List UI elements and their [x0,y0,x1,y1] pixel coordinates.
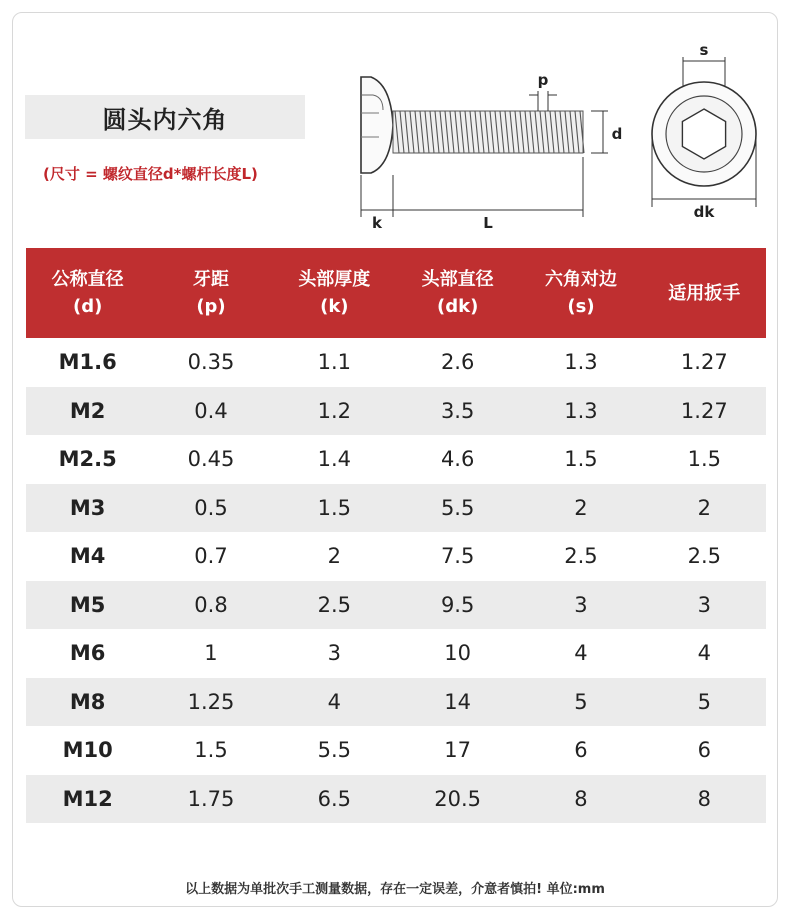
table-row [26,532,766,581]
label-p: p [537,71,549,89]
table-cell: 1.5 [194,738,228,763]
table-cell: 4.6 [440,447,475,472]
header-nominal-diameter: 公称直径 (d) [51,269,124,317]
table-row [26,581,766,630]
header-pitch: 牙距 (p) [192,269,229,317]
table-cell: 3 [327,641,341,666]
header-hex-across-flats: 六角对边 (s) [544,269,617,317]
label-k: k [372,214,382,232]
table-cell: 2.5 [564,544,598,569]
table-cell: 4 [697,641,711,666]
table-cell: 6.5 [317,786,352,811]
table-body [26,338,766,823]
table-cell: M5 [69,592,106,617]
table-cell: 3 [574,592,588,617]
table-cell: 1.5 [687,447,721,472]
table-cell: 8 [697,786,711,811]
table-row [26,338,766,387]
table-cell: M8 [69,689,106,714]
table-cell: 2 [327,544,341,569]
product-spec-card [12,12,778,907]
label-L: L [483,214,493,232]
screw-side-diagram [333,35,633,235]
table-cell: M2 [69,398,106,423]
table-cell: 6 [574,738,588,763]
table-cell: M6 [69,641,106,666]
table-cell: 5.5 [440,495,475,520]
table-cell: 5.5 [317,738,352,763]
table-cell: 3 [697,592,711,617]
table-cell: 0.7 [194,544,228,569]
table-cell: M2.5 [58,447,117,472]
table-cell: 20.5 [434,786,482,811]
header-head-thickness: 头部厚度 (k) [298,269,371,317]
table-cell: 1.4 [317,447,352,472]
table-cell: 2.6 [440,350,475,375]
table-cell: M12 [62,786,113,811]
footer-note: 以上数据为单批次手工测量数据，存在一定误差，介意者慎拍! 单位:mm [185,882,605,897]
table-cell: 0.35 [187,350,235,375]
table-cell: 0.45 [187,447,235,472]
table-cell: 1 [204,641,218,666]
table-cell: 1.75 [187,786,235,811]
table-row [26,435,766,484]
table-cell: 0.8 [194,592,228,617]
table-cell: 1.3 [564,398,598,423]
size-note: (尺寸 = 螺纹直径d*螺杆长度L) [43,165,258,183]
table-cell: M1.6 [58,350,117,375]
table-cell: M3 [69,495,106,520]
table-cell: 8 [574,786,588,811]
table-cell: 1.2 [317,398,352,423]
table-cell: 2.5 [687,544,721,569]
table-row [26,678,766,727]
spec-table [26,248,766,823]
table-cell: 1.25 [187,689,235,714]
table-cell: M10 [62,738,113,763]
table-cell: 9.5 [440,592,475,617]
table-cell: 3.5 [440,398,475,423]
label-d: d [611,125,623,143]
table-cell: 1.27 [680,398,728,423]
table-cell: 4 [574,641,588,666]
product-title: 圆头内六角 [25,95,305,139]
header-head-diameter: 头部直径 (dk) [421,269,494,317]
table-cell: 14 [444,689,472,714]
table-cell: 4 [327,689,341,714]
table-cell: 2.5 [317,592,352,617]
table-row [26,775,766,824]
table-row [26,629,766,678]
table-cell: 1.1 [317,350,352,375]
table-cell: 6 [697,738,711,763]
table-cell: 2 [574,495,588,520]
table-cell: 1.3 [564,350,598,375]
header-wrench-size: 适用扳手 [668,282,741,304]
table-cell: 1.5 [317,495,352,520]
table-cell: 17 [444,738,472,763]
table-cell: 0.5 [194,495,228,520]
table-cell: 2 [697,495,711,520]
table-cell: 10 [444,641,472,666]
table-row [26,484,766,533]
table-row [26,387,766,436]
table-cell: 0.4 [194,398,228,423]
label-s: s [699,41,709,59]
screw-head-diagram [643,39,768,219]
table-cell: 1.5 [564,447,598,472]
table-cell: 5 [697,689,711,714]
table-header [26,248,766,338]
table-row [26,726,766,775]
table-cell: 1.27 [680,350,728,375]
label-dk: dk [693,203,715,219]
table-cell: M4 [69,544,106,569]
table-cell: 5 [574,689,588,714]
table-cell: 7.5 [440,544,475,569]
